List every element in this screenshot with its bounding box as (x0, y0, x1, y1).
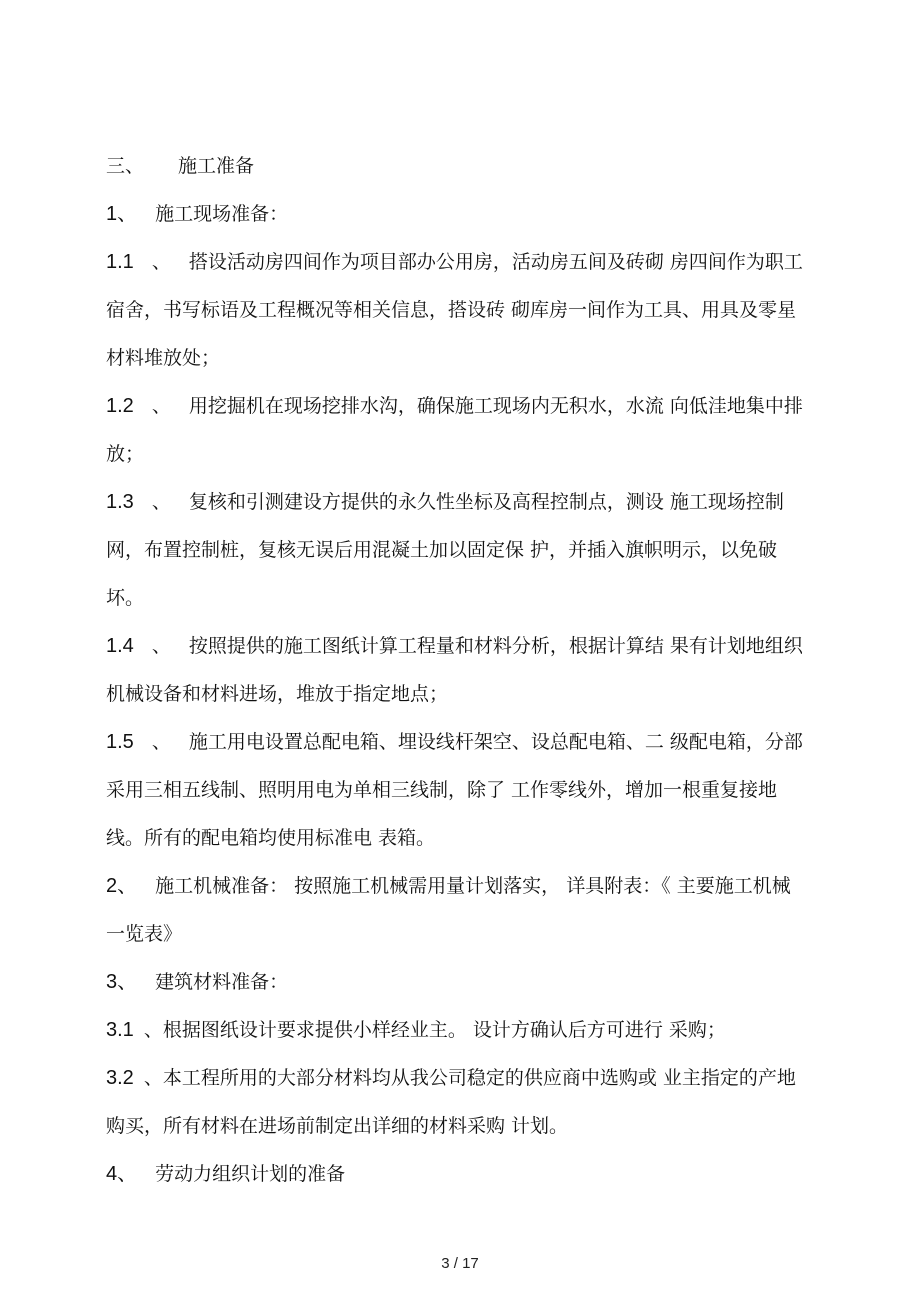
section-number: 3、 (106, 971, 138, 993)
item-number: 1.4 (106, 635, 134, 657)
item-text: 用挖掘机在现场挖排水沟，确保施工现场内无积水，水流 向低洼地集中排放； (106, 395, 803, 465)
subsection-heading (106, 190, 806, 238)
item-text: 复核和引测建设方提供的永久性坐标及高程控制点，测设 施工现场控制网，布置控制桩，复核无误后用混凝土加以固定保 护，并插入旗帜明示，以免破坏。 (106, 491, 784, 609)
item-text: 按照提供的施工图纸计算工程量和材料分析，根据计算结 果有计划地组织机械设备和材料进场，堆放于指定地点； (106, 635, 803, 705)
item-separator: 、 (151, 731, 171, 753)
list-item (106, 622, 806, 718)
item-separator: 、 (151, 491, 171, 513)
item-number: 1.2 (106, 395, 134, 417)
section-title: 施工准备 (178, 155, 255, 177)
section-number: 三、 (106, 155, 145, 177)
item-number: 1.1 (106, 251, 134, 273)
list-item (106, 1006, 806, 1054)
section-heading (106, 142, 806, 190)
list-item (106, 718, 806, 862)
item-number: 1.5 (106, 731, 134, 753)
item-number: 1.3 (106, 491, 134, 513)
subsection-heading (106, 1150, 806, 1198)
item-number: 3.1 (106, 1019, 134, 1041)
item-separator: 、 (151, 635, 171, 657)
item-text: 施工用电设置总配电箱、埋设线杆架空、设总配电箱、二 级配电箱，分部采用三相五线制、照明用电为单相三线制，除了 工作零线外，增加一根重复接地线。所有的配电箱均使用标准电 表箱。 (106, 731, 803, 849)
item-text: 本工程所用的大部分材料均从我公司稳定的供应商中选购或 业主指定的产地购买，所有材料在进场前制定出详细的材料采购 计划。 (106, 1067, 796, 1137)
section-title: 建筑材料准备： (155, 971, 289, 993)
section-title: 施工现场准备： (155, 203, 289, 225)
item-separator: 、 (151, 251, 171, 273)
subsection-heading (106, 958, 806, 1006)
document-body (106, 142, 806, 1198)
list-item (106, 1054, 806, 1150)
section-text: 施工机械准备： 按照施工机械需用量计划落实， 详具附表：《 主要施工机械一览表》 (106, 875, 791, 945)
section-number: 4、 (106, 1163, 138, 1185)
list-item (106, 238, 806, 382)
page-number-footer (0, 1255, 920, 1272)
section-title: 劳动力组织计划的准备 (155, 1163, 346, 1185)
subsection-heading (106, 862, 806, 958)
item-separator: 、 (143, 1019, 163, 1041)
section-number: 2、 (106, 875, 138, 897)
list-item (106, 382, 806, 478)
list-item (106, 478, 806, 622)
item-separator: 、 (151, 395, 171, 417)
item-separator: 、 (143, 1067, 163, 1089)
item-text: 搭设活动房四间作为项目部办公用房，活动房五间及砖砌 房四间作为职工宿舍，书写标语及工程概况等相关信息，搭设砖 砌库房一间作为工具、用具及零星材料堆放处； (106, 251, 803, 369)
item-text: 根据图纸设计要求提供小样经业主。 设计方确认后方可进行 采购； (162, 1019, 726, 1041)
item-number: 3.2 (106, 1067, 134, 1089)
section-number: 1、 (106, 203, 138, 225)
page-indicator: 3 / 17 (441, 1255, 479, 1272)
